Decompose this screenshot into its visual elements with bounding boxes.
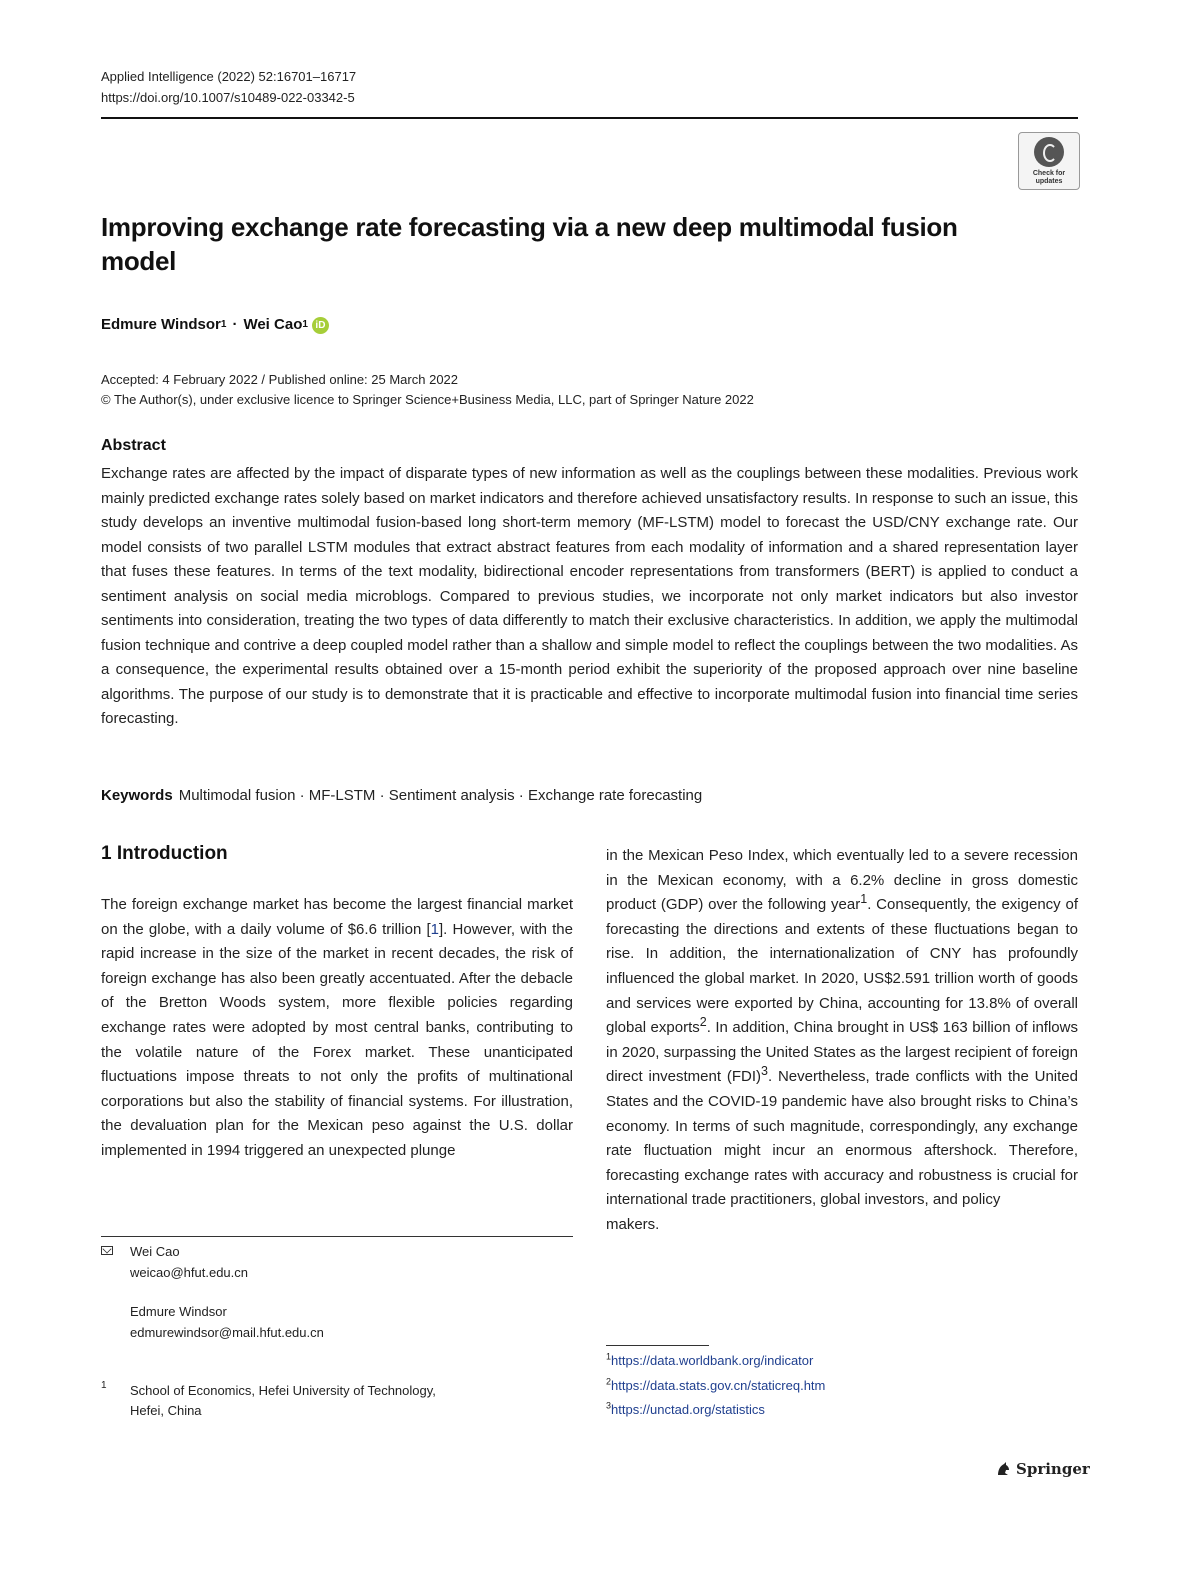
paragraph-text: . In addition, China brought in US$ 163 billion of inflows in 2020, surpassing the United States as the largest recipient of foreign direct investment (FDI) bbox=[606, 1019, 1078, 1086]
check-for-updates-badge[interactable] bbox=[1018, 132, 1080, 190]
springer-horse-icon bbox=[995, 1461, 1011, 1477]
paper-title: Improving exchange rate forecasting via a new deep multimodal fusion model bbox=[101, 212, 958, 276]
author-name[interactable]: Edmure Windsor bbox=[101, 316, 221, 333]
author-name[interactable]: Wei Cao bbox=[243, 316, 303, 333]
footnote-link[interactable]: https://data.stats.gov.cn/staticreq.htm bbox=[611, 1378, 826, 1393]
copyright-line: © The Author(s), under exclusive licence to Springer Science+Business Media, LLC, part of Springer Nature 2022 bbox=[101, 392, 754, 407]
envelope-icon bbox=[101, 1246, 113, 1255]
body-column-left bbox=[101, 893, 573, 1164]
section-heading: 1 Introduction bbox=[101, 843, 228, 864]
paragraph-last-line: makers. bbox=[606, 1215, 660, 1233]
orcid-icon[interactable]: iD bbox=[312, 317, 329, 334]
footnote-link[interactable]: https://unctad.org/statistics bbox=[611, 1402, 765, 1417]
body-column-right bbox=[606, 844, 1078, 1238]
header-divider bbox=[101, 117, 1078, 119]
paragraph-text: The foreign exchange market has become the largest financial market on the globe, with a daily volume of $6.6 trillion [ bbox=[101, 896, 573, 938]
badge-label: Check for updates bbox=[1032, 169, 1066, 185]
keywords-label: Keywords bbox=[101, 787, 173, 804]
footnote-divider bbox=[101, 1236, 573, 1237]
keywords bbox=[101, 784, 702, 808]
footnote-marker[interactable]: 2 bbox=[699, 1015, 707, 1030]
abstract-heading: Abstract bbox=[101, 437, 166, 454]
contact-email[interactable]: weicao@hfut.edu.cn bbox=[130, 1265, 248, 1280]
keywords-list: Multimodal fusion · MF-LSTM · Sentiment analysis · Exchange rate forecasting bbox=[178, 787, 703, 804]
footnote-divider bbox=[606, 1345, 709, 1346]
journal-citation: Applied Intelligence (2022) 52:16701–16717 bbox=[101, 69, 357, 84]
affiliation-line: School of Economics, Hefei University of Technology, bbox=[130, 1383, 436, 1398]
paragraph-text: . Consequently, the exigency of forecasting the directions and extents of these fluctuations began to rise. In addition, the internationalization of CNY has profoundly influenced the global market. In 2020, US$2.591 trillion worth of goods and services were exported by China, accounting for 13.8% of overall global exports bbox=[606, 896, 1078, 1037]
footnote-number: 3 bbox=[606, 1400, 612, 1411]
paragraph-text: in the Mexican Peso Index, which eventually led to a severe recession in the Mexican economy, with a 6.2% decline in gross domestic product (GDP) over the following year bbox=[606, 847, 1078, 914]
citation-link[interactable]: 1 bbox=[430, 920, 439, 938]
paragraph-text: . Nevertheless, trade conflicts with the United States and the COVID-19 pandemic have also brought risks to China’s economy. In terms of such magnitude, correspondingly, any exchange rate fluctuation might incur an enormous aftershock. Therefore, forecasting exchange rates with accuracy and robustness is crucial for international trade practitioners, global investors, and policy bbox=[606, 1068, 1078, 1209]
contact-name: Wei Cao bbox=[130, 1244, 180, 1259]
footnote-link[interactable]: https://data.worldbank.org/indicator bbox=[611, 1353, 814, 1368]
journal-header bbox=[101, 66, 356, 108]
publisher-logo bbox=[995, 1460, 1090, 1478]
affiliation-line: Hefei, China bbox=[130, 1403, 202, 1418]
contact-name: Edmure Windsor bbox=[130, 1304, 227, 1319]
doi-link[interactable]: https://doi.org/10.1007/s10489-022-03342-5 bbox=[101, 90, 355, 105]
footnote-number: 1 bbox=[606, 1351, 612, 1362]
footnote bbox=[606, 1351, 813, 1371]
contact-email[interactable]: edmurewindsor@mail.hfut.edu.cn bbox=[130, 1325, 324, 1340]
abstract-text: Exchange rates are affected by the impact of disparate types of new information as well as the couplings between these modalities. Previous work mainly predicted exchange rates solely based on market indicators and therefore achieved unsatisfactory results. In response to such an issue, this study develops an inventive multimodal fusion-based long short-term memory (MF-LSTM) model to forecast the USD/CNY exchange rate. Our model consists of two parallel LSTM modules that extract abstract features from each modality of information and a shared representation layer that fuses these features. In terms of the text modality, bidirectional encoder representations from transformers (BERT) is applied to conduct a sentiment analysis on social media microblogs. Compared to previous studies, we incorporate not only market indicators but also investor sentiments into consideration, treating the two types of data differently to match their exclusive characteristics. In addition, we apply the multimodal fusion technique and contrive a deep coupled model rather than a shallow and simple model to reflect the couplings between the two modalities. As a consequence, the experimental results obtained over a 15-month period exhibit the superiority of the proposed approach over nine baseline algorithms. The purpose of our study is to demonstrate that it is practicable and effective to incorporate multimodal fusion into financial time series forecasting. bbox=[101, 465, 1078, 727]
affiliation-number: 1 bbox=[101, 1380, 107, 1391]
footnote-marker[interactable]: 1 bbox=[860, 892, 868, 907]
publication-dates bbox=[101, 370, 754, 410]
affiliation bbox=[130, 1381, 550, 1421]
publisher-name: Springer bbox=[1016, 1460, 1090, 1478]
author-list: Edmure Windsor 1 · Wei Cao 1 iD bbox=[101, 312, 329, 338]
footnote bbox=[606, 1400, 765, 1420]
footnote bbox=[606, 1376, 825, 1396]
paragraph-text: ]. However, with the rapid increase in the size of the market in recent decades, the risk of foreign exchange has also been greatly accentuated. After the debacle of the Bretton Woods system, more flexible policies regarding exchange rates were adopted by most central banks, contributing to the volatile nature of the Forex market. These unanticipated fluctuations impose threats to not only the profits of multinational corporations but also the stability of financial systems. For illustration, the devaluation plan for the Mexican peso against the U.S. dollar implemented in 1994 triggered an unexpected plunge bbox=[101, 920, 573, 1159]
author-separator: · bbox=[232, 316, 238, 333]
correspondence-block bbox=[101, 1242, 573, 1362]
accepted-published-line: Accepted: 4 February 2022 / Published online: 25 March 2022 bbox=[101, 372, 459, 387]
check-updates-icon bbox=[1034, 137, 1064, 167]
footnote-number: 2 bbox=[606, 1376, 612, 1387]
footnote-marker[interactable]: 3 bbox=[761, 1064, 768, 1079]
